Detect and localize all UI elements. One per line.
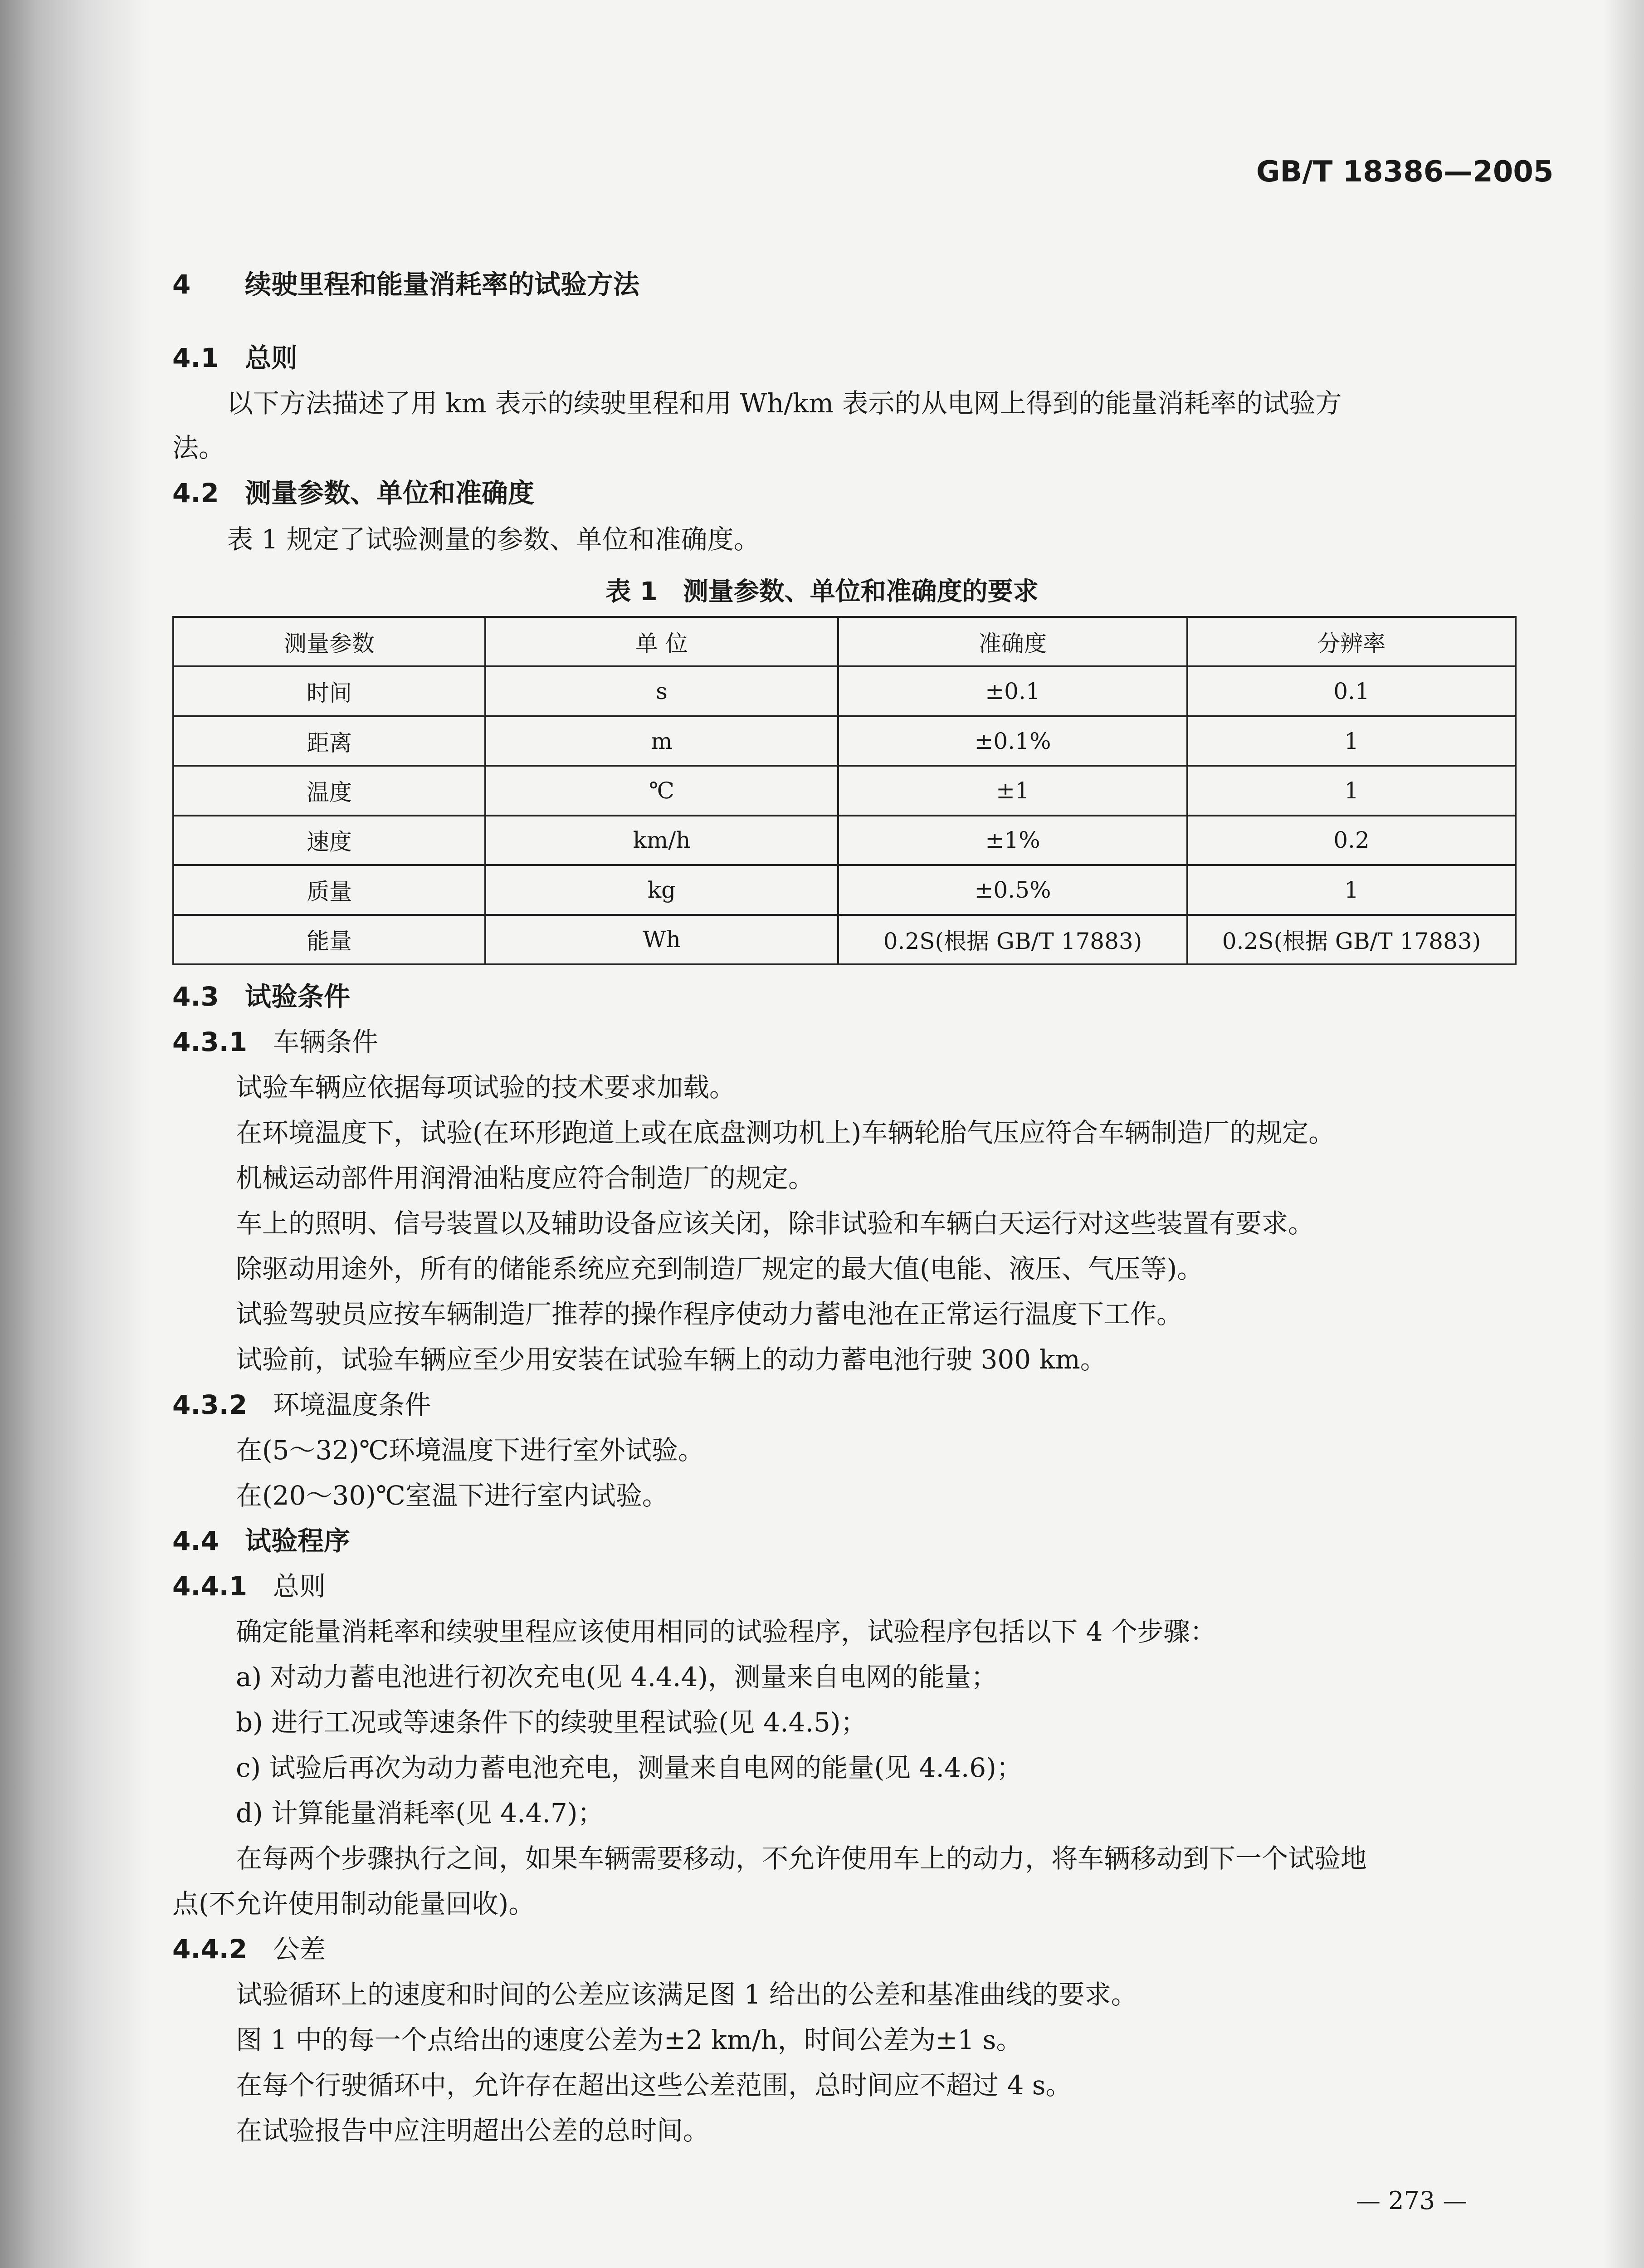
paragraph-line: 机械运动部件用润滑油粘度应符合制造厂的规定。 <box>236 1163 815 1193</box>
page-number: — 273 — <box>1356 2186 1468 2215</box>
table-cell: 1 <box>1187 865 1516 914</box>
section-title: 总则 <box>273 1571 326 1602</box>
paragraph-line: 以下方法描述了用 km 表示的续驶里程和用 Wh/km 表示的从电网上得到的能量消耗率的试验方 <box>227 388 1342 419</box>
table-header-cell: 测量参数 <box>173 617 485 666</box>
section-4-3-2-heading <box>172 1389 431 1420</box>
table-cell: ±0.1 <box>838 666 1187 716</box>
paragraph-line: 试验驾驶员应按车辆制造厂推荐的操作程序使动力蓄电池在正常运行温度下工作。 <box>236 1299 1183 1330</box>
table-cell: ±0.5% <box>838 865 1187 914</box>
section-4-heading <box>172 271 639 298</box>
paragraph-line: 试验车辆应依据每项试验的技术要求加载。 <box>236 1072 736 1103</box>
table-1 <box>172 616 1517 965</box>
paragraph-line: 在每个行驶循环中，允许存在超出这些公差范围，总时间应不超过 4 s。 <box>236 2070 1072 2101</box>
table-cell: ℃ <box>485 766 838 815</box>
section-4-3-heading <box>172 983 350 1010</box>
section-number: 4.4 <box>172 1525 219 1556</box>
table-cell: km/h <box>485 816 838 865</box>
list-item: b) 进行工况或等速条件下的续驶里程试验(见 4.4.5)； <box>236 1707 867 1738</box>
paragraph-line: 试验前，试验车辆应至少用安装在试验车辆上的动力蓄电池行驶 300 km。 <box>236 1344 1107 1375</box>
table-cell: m <box>485 716 838 766</box>
table-cell: 0.2 <box>1187 816 1516 865</box>
section-4-4-1-heading <box>172 1571 326 1602</box>
section-title: 试验条件 <box>245 981 351 1012</box>
section-number: 4.1 <box>172 342 219 373</box>
section-number: 4.3 <box>172 981 219 1012</box>
section-title: 车辆条件 <box>273 1026 379 1057</box>
document-code: GB/T 18386—2005 <box>1256 155 1554 189</box>
section-4-1-heading <box>172 342 298 373</box>
section-title: 总则 <box>245 342 298 373</box>
paragraph-line: 表 1 规定了试验测量的参数、单位和准确度。 <box>227 524 760 555</box>
section-number: 4.4.1 <box>172 1571 248 1602</box>
paragraph-line: 除驱动用途外，所有的储能系统应充到制造厂规定的最大值(电能、液压、气压等)。 <box>236 1253 1204 1284</box>
section-number: 4.2 <box>172 478 219 508</box>
paragraph-line: 点(不允许使用制动能量回收)。 <box>172 1888 535 1919</box>
paragraph-line: 在(20～30)℃室温下进行室内试验。 <box>236 1480 668 1511</box>
table-header-cell: 单 位 <box>485 617 838 666</box>
paragraph-line: 试验循环上的速度和时间的公差应该满足图 1 给出的公差和基准曲线的要求。 <box>236 1979 1137 2010</box>
list-item: a) 对动力蓄电池进行初次充电(见 4.4.4)，测量来自电网的能量； <box>236 1662 997 1692</box>
table-row <box>173 666 1516 716</box>
table-row <box>173 865 1516 914</box>
section-4-3-1-heading <box>172 1026 379 1057</box>
paragraph-line: 在(5～32)℃环境温度下进行室外试验。 <box>236 1435 704 1466</box>
paragraph-line: 在环境温度下，试验(在环形跑道上或在底盘测功机上)车辆轮胎气压应符合车辆制造厂的规定。 <box>236 1117 1335 1148</box>
table-cell: 0.1 <box>1187 666 1516 716</box>
paragraph-line: 车上的照明、信号装置以及辅助设备应该关闭，除非试验和车辆白天运行对这些装置有要求。 <box>236 1208 1315 1239</box>
table-cell: 1 <box>1187 716 1516 766</box>
scan-edge-shadow <box>0 0 150 2268</box>
table-cell: Wh <box>485 915 838 964</box>
scan-edge-shadow-right <box>1603 0 1644 2268</box>
table-cell: ±1 <box>838 766 1187 815</box>
table-cell: 距离 <box>173 716 485 766</box>
table-cell: ±1% <box>838 816 1187 865</box>
table-row <box>173 766 1516 815</box>
section-number: 4.3.2 <box>172 1389 248 1420</box>
table-cell: 速度 <box>173 816 485 865</box>
section-title: 测量参数、单位和准确度 <box>245 478 535 508</box>
table-header-row <box>173 617 1516 666</box>
table-cell: 温度 <box>173 766 485 815</box>
table-cell: kg <box>485 865 838 914</box>
table-cell: 1 <box>1187 766 1516 815</box>
section-title: 公差 <box>273 1934 326 1965</box>
table-row <box>173 915 1516 964</box>
table-cell: 0.2S(根据 GB/T 17883) <box>838 915 1187 964</box>
table-cell: 0.2S(根据 GB/T 17883) <box>1187 915 1516 964</box>
paragraph-line: 在每两个步骤执行之间，如果车辆需要移动，不允许使用车上的动力，将车辆移动到下一个试验地 <box>236 1843 1367 1874</box>
section-number: 4.3.1 <box>172 1026 248 1057</box>
table-cell: 时间 <box>173 666 485 716</box>
table-cell: 质量 <box>173 865 485 914</box>
section-number: 4 <box>172 269 191 300</box>
section-4-2-heading <box>172 480 534 506</box>
table-row <box>173 716 1516 766</box>
table-cell: 能量 <box>173 915 485 964</box>
section-title: 环境温度条件 <box>273 1389 431 1420</box>
list-item: d) 计算能量消耗率(见 4.4.7)； <box>236 1798 604 1828</box>
paragraph-line: 在试验报告中应注明超出公差的总时间。 <box>236 2115 710 2146</box>
table-cell: s <box>485 666 838 716</box>
paragraph-line: 确定能量消耗率和续驶里程应该使用相同的试验程序，试验程序包括以下 4 个步骤： <box>236 1616 1216 1647</box>
section-4-4-2-heading <box>172 1934 326 1965</box>
table-header-cell: 分辨率 <box>1187 617 1516 666</box>
paragraph-line: 图 1 中的每一个点给出的速度公差为±2 km/h，时间公差为±1 s。 <box>236 2024 1023 2055</box>
section-4-4-heading <box>172 1525 351 1556</box>
section-number: 4.4.2 <box>172 1934 248 1965</box>
section-title: 续驶里程和能量消耗率的试验方法 <box>245 269 640 300</box>
paragraph-line: 法。 <box>172 432 225 463</box>
table-1-caption: 表 1 测量参数、单位和准确度的要求 <box>605 577 1039 606</box>
section-title: 试验程序 <box>245 1525 351 1556</box>
table-row <box>173 816 1516 865</box>
list-item: c) 试验后再次为动力蓄电池充电，测量来自电网的能量(见 4.4.6)； <box>236 1752 1023 1783</box>
table-cell: ±0.1% <box>838 716 1187 766</box>
table-header-cell: 准确度 <box>838 617 1187 666</box>
